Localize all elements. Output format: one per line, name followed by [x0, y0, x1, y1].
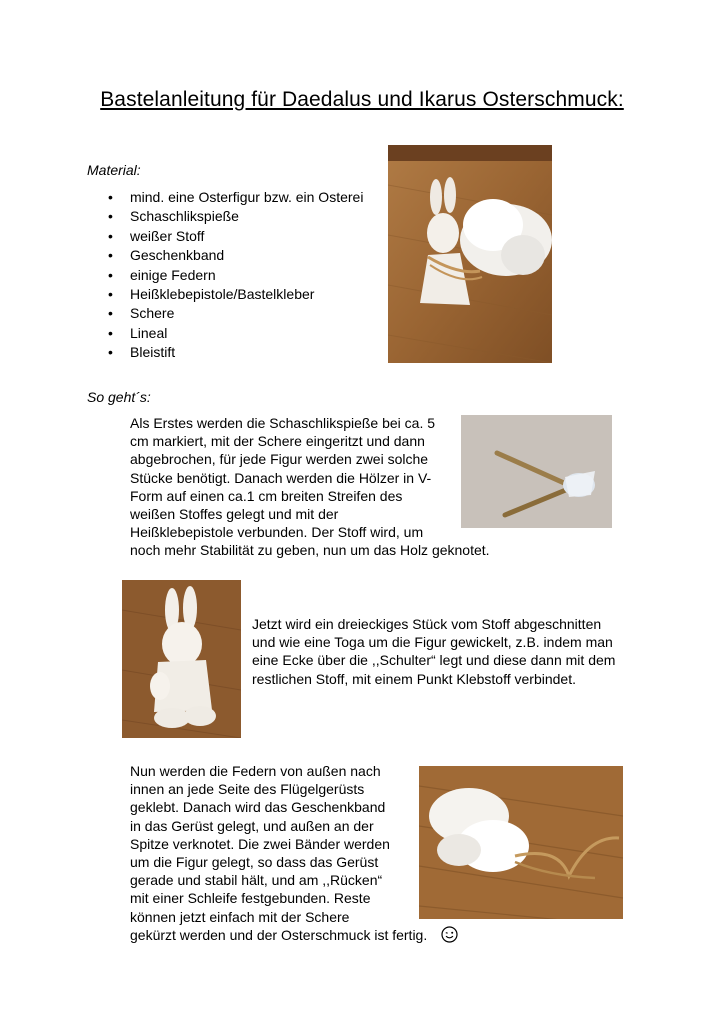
howto-heading: So geht´s:	[87, 389, 151, 405]
text-line: und wie eine Toga um die Figur gewickelt, z.B. indem man	[252, 634, 613, 651]
text-line: Form auf einen ca.1 cm breiten Streifen des	[130, 487, 403, 504]
text-line: Nun werden die Federn von außen nach	[130, 763, 381, 779]
text-line: geklebt. Danach wird das Geschenkband	[130, 799, 386, 816]
list-item: • einige Federn	[108, 266, 363, 285]
text-line: gekürzt werden und der Osterschmuck ist fertig.	[130, 926, 428, 943]
text-line: mit einer Schleife festgebunden. Reste	[130, 890, 371, 907]
text-line: können jetzt einfach mit der Schere	[130, 908, 350, 925]
text-line: abgebrochen, für jede Figur werden zwei solche	[130, 451, 429, 468]
text-line: restlichen Stoff, mit einem Punkt Klebstoff verbindet.	[252, 670, 576, 687]
list-item: • Schere	[108, 304, 363, 323]
list-item: • Schaschlikspieße	[108, 207, 363, 226]
step3-paragraph	[130, 762, 427, 944]
bunny-toga-photo	[122, 580, 241, 738]
feathers-ribbon-photo	[419, 766, 623, 919]
finished-ornament-photo	[388, 145, 552, 363]
text-line: um die Figur gelegt, so dass das Gerüst	[130, 854, 379, 871]
text-line: cm markiert, mit der Schere eingeritzt und dann	[130, 433, 425, 450]
list-item: • Lineal	[108, 324, 363, 343]
text-line: Stücke benötigt. Danach werden die Hölzer in V-	[130, 469, 432, 486]
text-line: noch mehr Stabilität zu geben, nun um das Holz geknotet.	[130, 542, 490, 559]
text-line: eine Ecke über die ,,Schulter“ legt und diese dann mit dem	[252, 652, 616, 669]
step1-paragraph	[130, 414, 490, 560]
page-title: Bastelanleitung für Daedalus und Ikarus Osterschmuck:	[100, 88, 624, 111]
text-line: Heißklebepistole verbunden. Der Stoff wird, um	[130, 524, 424, 541]
list-item: • weißer Stoff	[108, 227, 363, 246]
material-heading: Material:	[87, 162, 141, 178]
text-line: in das Gerüst gelegt, und außen an der	[130, 817, 374, 834]
text-line: Jetzt wird ein dreieckiges Stück vom Stoff abgeschnitten	[252, 616, 602, 632]
step2-paragraph	[252, 615, 615, 688]
wink-smiley-icon	[441, 926, 458, 943]
list-item: • Heißklebepistole/Bastelkleber	[108, 285, 363, 304]
text-line: Als Erstes werden die Schaschlikspieße bei ca. 5	[130, 415, 436, 431]
text-line: innen an jede Seite des Flügelgerüsts	[130, 781, 365, 798]
material-list	[108, 188, 363, 363]
list-item: • Bleistift	[108, 343, 363, 362]
sticks-frame-photo	[461, 415, 612, 528]
text-line: weißen Stoffes gelegt und mit der	[130, 506, 339, 523]
text-line: gerade und stabil hält, und am ,,Rücken“	[130, 872, 383, 889]
list-item: • mind. eine Osterfigur bzw. ein Osterei	[108, 188, 363, 207]
list-item: • Geschenkband	[108, 246, 363, 265]
text-line: Spitze verknotet. Die zwei Bänder werden	[130, 835, 390, 852]
